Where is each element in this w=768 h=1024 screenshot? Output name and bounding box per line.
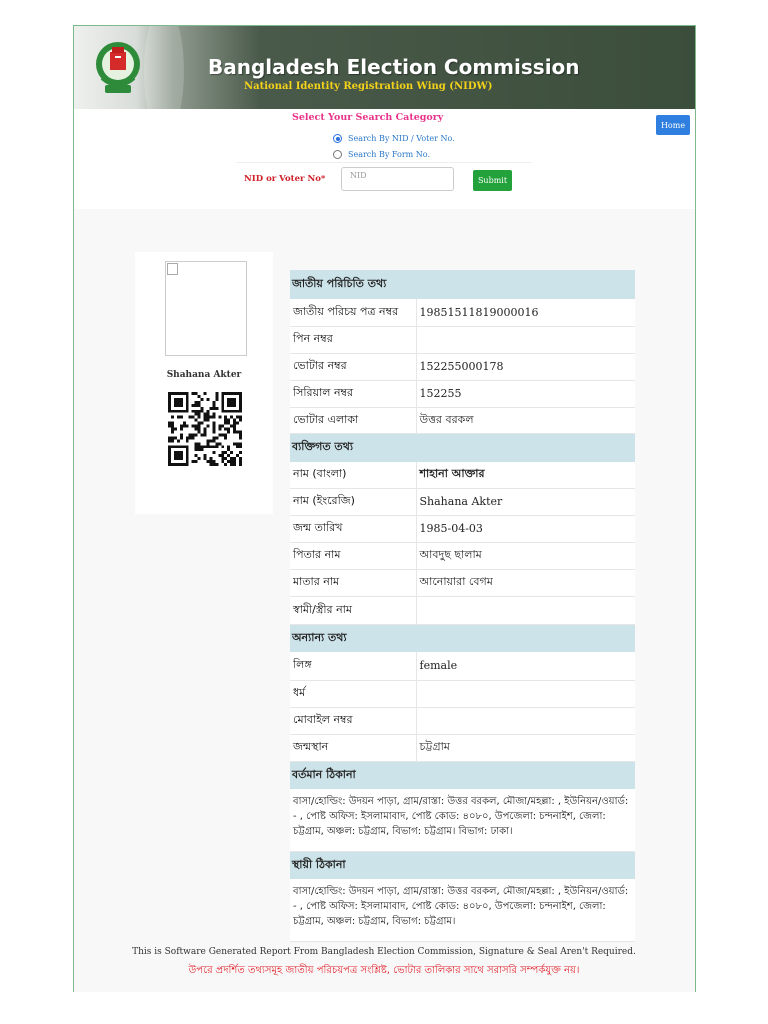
footer-note: This is Software Generated Report From Bangladesh Election Commission, Signature & Seal Aren't Required. xyxy=(132,947,636,957)
table-row xyxy=(290,569,635,596)
search-panel xyxy=(74,109,695,209)
row-value: 152255000178 xyxy=(416,353,635,380)
report-frame xyxy=(73,25,696,992)
row-value xyxy=(416,680,635,707)
row-label: পিতার নাম xyxy=(290,542,416,569)
address-row xyxy=(290,789,635,851)
home-button[interactable]: Home xyxy=(656,115,690,135)
table-row xyxy=(290,596,635,624)
submit-button[interactable]: Submit xyxy=(473,170,512,191)
footer-warning: উপরে প্রদর্শিত তথ্যসমূহ জাতীয় পরিচয়পত্র সংশ্লিষ্ট, ভোটার তালিকার সাথে সরাসরি সম্পর্কযুক্ত নয়। xyxy=(188,965,580,976)
row-label: জাতীয় পরিচয় পত্র নম্বর xyxy=(290,299,416,326)
row-value xyxy=(416,326,635,353)
section-header-other xyxy=(290,624,635,652)
nid-info-table xyxy=(290,270,635,942)
section-header-permanent-address xyxy=(290,851,635,879)
table-row xyxy=(290,488,635,515)
address-row xyxy=(290,879,635,941)
search-option-nid-label: Search By NID / Voter No. xyxy=(348,134,455,143)
section-title-other: অন্যান্য তথ্য xyxy=(290,624,635,652)
section-title-permanent-address: স্থায়ী ঠিকানা xyxy=(290,851,635,879)
row-label: স্বামী/স্ত্রীর নাম xyxy=(290,596,416,624)
table-row xyxy=(290,707,635,734)
row-value: female xyxy=(416,652,635,680)
row-value xyxy=(416,596,635,624)
row-value: চট্টগ্রাম xyxy=(416,734,635,761)
table-row xyxy=(290,652,635,680)
row-label: ভোটার এলাকা xyxy=(290,407,416,433)
table-row xyxy=(290,380,635,407)
row-label: নাম (বাংলা) xyxy=(290,462,416,488)
header-curve xyxy=(144,26,184,109)
row-label: ভোটার নম্বর xyxy=(290,353,416,380)
row-value: আনোয়ারা বেগম xyxy=(416,569,635,596)
section-title-nid: জাতীয় পরিচিতি তথ্য xyxy=(290,270,635,299)
table-row xyxy=(290,542,635,569)
row-value: 152255 xyxy=(416,380,635,407)
profile-name: Shahana Akter xyxy=(166,370,242,380)
row-label: মোবাইল নম্বর xyxy=(290,707,416,734)
search-option-nid[interactable] xyxy=(333,134,455,143)
header-title: Bangladesh Election Commission xyxy=(208,55,580,79)
row-label: জন্ম তারিখ xyxy=(290,515,416,542)
header-subtitle: National Identity Registration Wing (NIDW) xyxy=(244,81,493,92)
section-title-personal: ব্যক্তিগত তথ্য xyxy=(290,433,635,462)
table-row xyxy=(290,515,635,542)
permanent-address-text: বাসা/হোল্ডিং: উদয়ন পাড়া, গ্রাম/রাস্তা: উত্তর বরকল, মৌজা/মহল্লা: , ইউনিয়ন/ওয়ার্ড: - , পোষ্ট অফিস: ইসলামাবাদ, পোষ্ট কোড: ৪০৮০, উপজেলা: চন্দনাইশ, জেলা: চট্টগ্রাম, অঞ্চল: চট্টগ্রাম, বিভাগ: চট্টগ্রাম। xyxy=(290,879,635,941)
present-address-text: বাসা/হোল্ডিং: উদয়ন পাড়া, গ্রাম/রাস্তা: উত্তর বরকল, মৌজা/মহল্লা: , ইউনিয়ন/ওয়ার্ড: - , পোষ্ট অফিস: ইসলামাবাদ, পোষ্ট কোড: ৪০৮০, উপজেলা: চন্দনাইশ, জেলা: চট্টগ্রাম, অঞ্চল: চট্টগ্রাম, বিভাগ: চট্টগ্রাম। বিভাগ: ঢাকা। xyxy=(290,789,635,851)
row-value: Shahana Akter xyxy=(416,488,635,515)
row-label: মাতার নাম xyxy=(290,569,416,596)
row-value: উত্তর বরকল xyxy=(416,407,635,433)
search-divider xyxy=(236,162,532,163)
nid-field-label: NID or Voter No* xyxy=(244,174,326,184)
row-label: লিঙ্গ xyxy=(290,652,416,680)
section-header-personal xyxy=(290,433,635,462)
row-value: শাহানা আক্তার xyxy=(416,462,635,488)
row-value: আবদুছ ছালাম xyxy=(416,542,635,569)
broken-image-icon xyxy=(167,263,178,275)
section-title-present-address: বর্তমান ঠিকানা xyxy=(290,761,635,789)
row-label: পিন নম্বর xyxy=(290,326,416,353)
profile-photo xyxy=(165,261,247,356)
row-label: ধর্ম xyxy=(290,680,416,707)
table-row xyxy=(290,353,635,380)
section-header-nid xyxy=(290,270,635,299)
election-commission-logo-icon xyxy=(92,38,144,96)
section-header-present-address xyxy=(290,761,635,789)
table-row xyxy=(290,680,635,707)
table-row xyxy=(290,407,635,433)
row-label: সিরিয়াল নম্বর xyxy=(290,380,416,407)
header-banner xyxy=(74,26,695,109)
profile-card xyxy=(135,252,273,514)
table-row xyxy=(290,734,635,761)
table-row xyxy=(290,462,635,488)
radio-form[interactable] xyxy=(333,150,342,159)
row-value: 1985-04-03 xyxy=(416,515,635,542)
row-label: নাম (ইংরেজি) xyxy=(290,488,416,515)
result-area xyxy=(74,209,695,992)
row-value xyxy=(416,707,635,734)
row-value: 19851511819000016 xyxy=(416,299,635,326)
qr-code-icon xyxy=(168,392,242,466)
nid-input[interactable]: NID xyxy=(341,167,454,191)
search-option-form-label: Search By Form No. xyxy=(348,150,431,159)
radio-nid-selected[interactable] xyxy=(333,134,342,143)
row-label: জন্মস্থান xyxy=(290,734,416,761)
table-row xyxy=(290,299,635,326)
table-row xyxy=(290,326,635,353)
search-category-label: Select Your Search Category xyxy=(292,112,444,123)
search-option-form[interactable] xyxy=(333,150,430,159)
